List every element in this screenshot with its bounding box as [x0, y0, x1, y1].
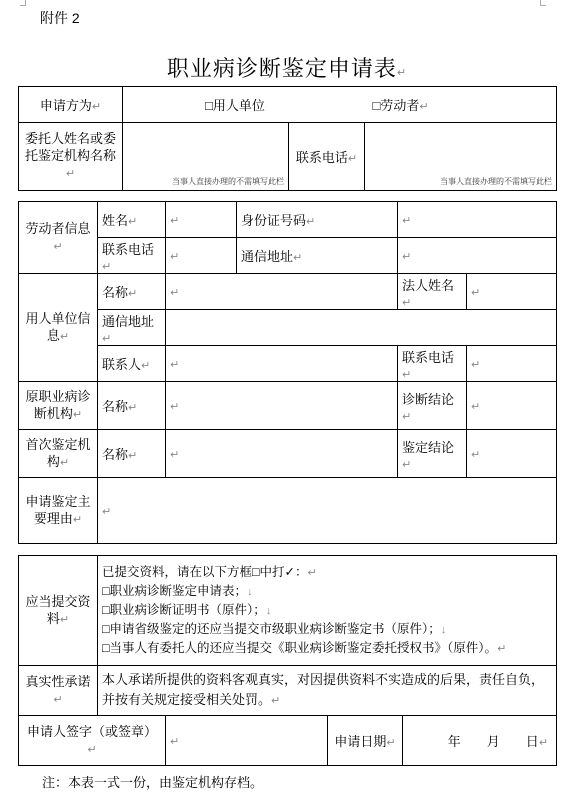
authenticity-label: 真实性承诺↵ [19, 666, 98, 716]
applicant-table [18, 86, 557, 191]
agent-phone-input-cell[interactable]: 当事人直接办理的不需填写此栏 [365, 123, 557, 191]
info-table [18, 201, 557, 544]
employer-legal-rep-input[interactable]: ↵ [467, 274, 557, 310]
employer-name-input[interactable]: ↵ [166, 274, 398, 310]
worker-phone-label: 联系电话↵ [98, 238, 166, 274]
applicant-options-cell[interactable]: □用人单位 □劳动者↵ [123, 87, 557, 123]
worker-address-label: 通信地址↵ [237, 238, 398, 274]
document-checkbox-application[interactable]: □职业病诊断鉴定申请表；↓ [102, 584, 253, 598]
date-label: 申请日期↵ [328, 716, 403, 766]
agent-label-cell: 委托人姓名或委托鉴定机构名称↵ [19, 123, 123, 191]
attachment-label: 附件 2 [40, 10, 80, 26]
signature-input[interactable]: ↵ [166, 716, 328, 766]
worker-name-label: 姓名↵ [98, 202, 166, 238]
agent-phone-label-cell: 联系电话↵ [289, 123, 365, 191]
original-conclusion-input[interactable]: ↵ [467, 382, 557, 430]
document-checkbox-authorization[interactable]: □当事人有委托人的还应当提交《职业病诊断鉴定委托授权书》（原件）。↵ [102, 641, 507, 655]
page-title: 职业病诊断鉴定申请表↵ [166, 56, 408, 81]
worker-address-input[interactable]: ↵ [398, 238, 557, 274]
first-conclusion-input[interactable]: ↵ [467, 430, 557, 478]
footer-note: 注：本表一式一份，由鉴定机构存档。 [42, 775, 264, 790]
documents-label: 应当提交资料↵ [19, 556, 98, 666]
signature-label: 申请人签字（或签章）↵ [19, 716, 166, 766]
original-name-input[interactable]: ↵ [166, 382, 398, 430]
worker-id-input[interactable]: ↵ [398, 202, 557, 238]
reason-input[interactable]: ↵ [98, 478, 557, 544]
documents-instruction: 已提交资料，请在以下方框□中打✓：↵ [102, 565, 317, 579]
authenticity-text: 本人承诺所提供的资料客观真实，对因提供资料不实造成的后果，责任自负，并按有关规定接受相关处罚。↵ [98, 666, 557, 716]
document-checkbox-city-appraisal[interactable]: □申请省级鉴定的还应当提交市级职业病诊断鉴定书（原件）；↓ [102, 622, 447, 636]
employer-legal-rep-label: 法人姓名↵ [398, 274, 467, 310]
documents-checklist [98, 556, 557, 666]
worker-phone-input[interactable]: ↵ [166, 238, 237, 274]
date-input[interactable]: 年 月 日↵ [403, 716, 557, 766]
original-institution-group-label: 原职业病诊断机构↵ [19, 382, 98, 430]
original-conclusion-label: 诊断结论↵ [398, 382, 467, 430]
worker-name-input[interactable]: ↵ [166, 202, 237, 238]
first-institution-group-label: 首次鉴定机构↵ [19, 430, 98, 478]
employer-group-label: 用人单位信息↵ [19, 274, 98, 382]
worker-id-label: 身份证号码↵ [237, 202, 398, 238]
page-corner-mark [20, 0, 26, 6]
first-name-input[interactable]: ↵ [166, 430, 398, 478]
employer-name-label: 名称↵ [98, 274, 166, 310]
submission-table [18, 555, 557, 766]
worker-group-label: 劳动者信息↵ [19, 202, 98, 274]
first-conclusion-label: 鉴定结论↵ [398, 430, 467, 478]
employer-phone-input[interactable]: ↵ [467, 346, 557, 382]
employer-address-label: 通信地址↵ [98, 310, 166, 346]
reason-label: 申请鉴定主要理由↵ [19, 478, 98, 544]
page-corner-mark [540, 0, 546, 6]
employer-phone-label: 联系电话↵ [398, 346, 467, 382]
employer-contact-input[interactable]: ↵ [166, 346, 398, 382]
original-name-label: 名称↵ [98, 382, 166, 430]
employer-address-input[interactable] [166, 310, 557, 346]
option-employer-checkbox[interactable]: □用人单位 [205, 98, 265, 113]
first-name-label: 名称↵ [98, 430, 166, 478]
option-worker-checkbox[interactable]: □劳动者 [372, 98, 420, 113]
applicant-label-cell: 申请方为↵ [19, 87, 123, 123]
agent-input-cell[interactable]: 当事人直接办理的不需填写此栏 [123, 123, 289, 191]
document-checkbox-certificate[interactable]: □职业病诊断证明书（原件）；↓ [102, 603, 272, 617]
employer-contact-label: 联系人↵ [98, 346, 166, 382]
